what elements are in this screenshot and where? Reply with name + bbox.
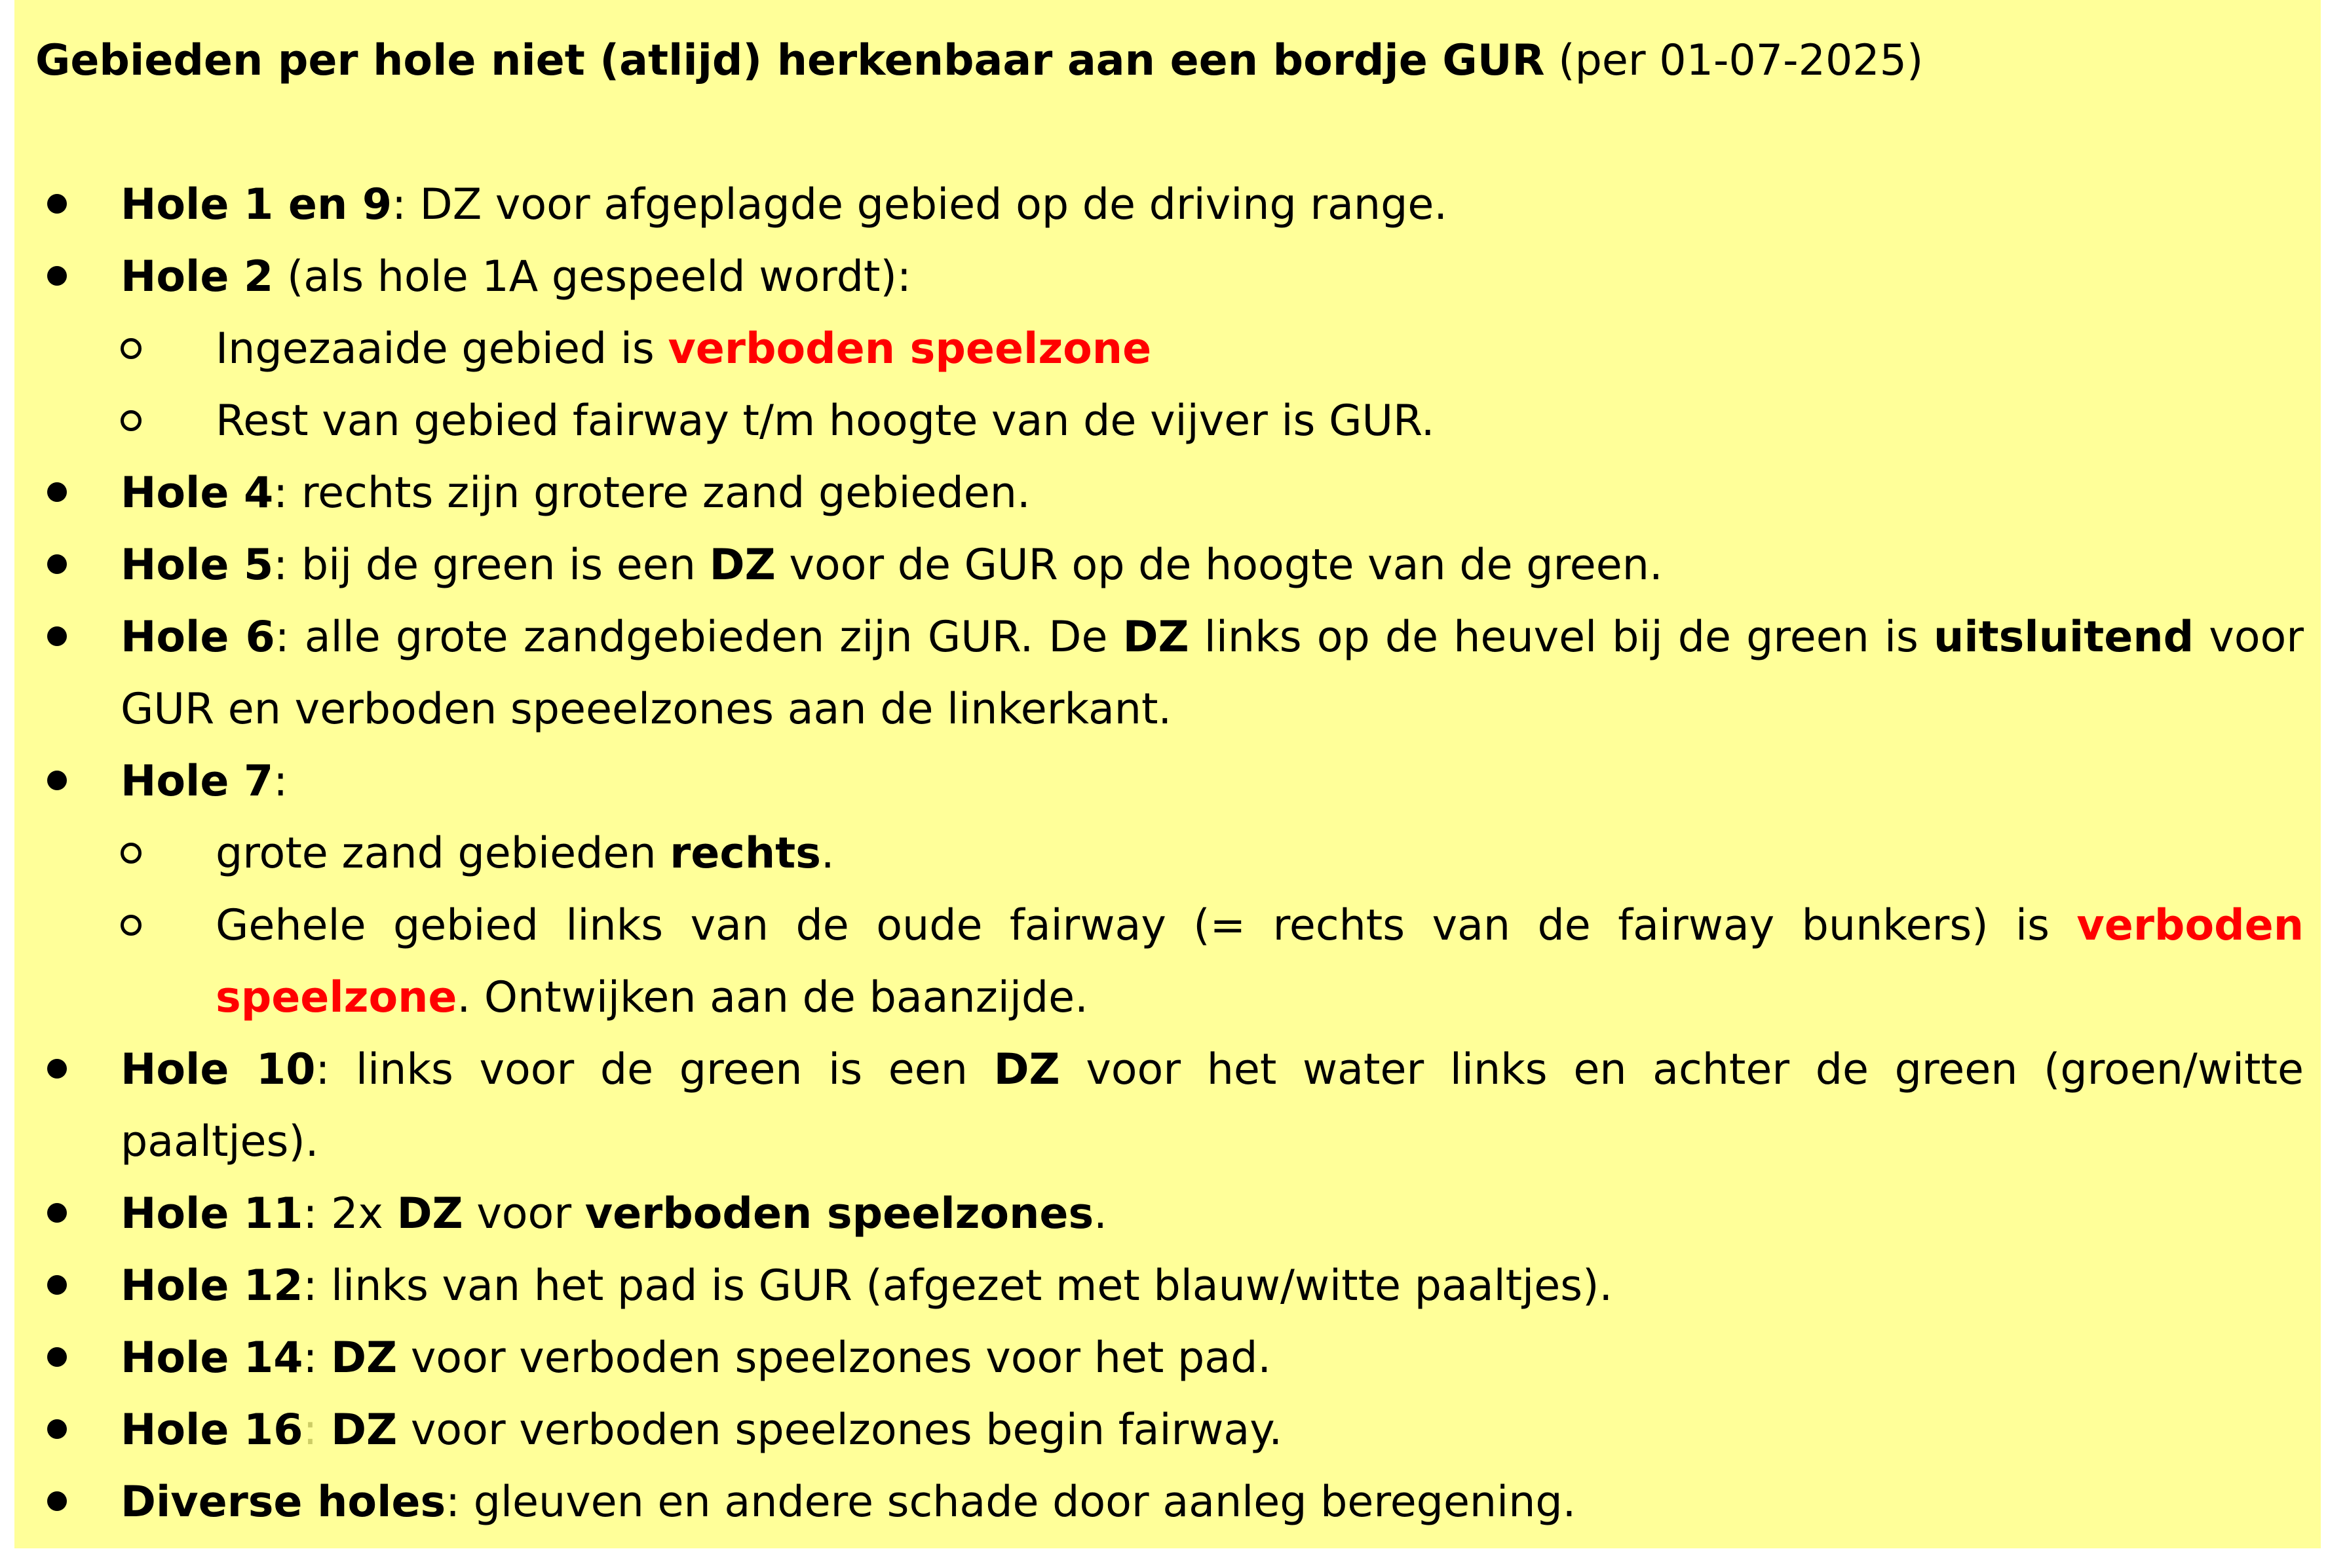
item-label: Hole 11 bbox=[121, 1189, 303, 1238]
bullet-icon bbox=[47, 194, 67, 214]
sub-item bbox=[121, 313, 2304, 385]
item-label: Hole 16 bbox=[121, 1405, 303, 1455]
item-bold: DZ bbox=[396, 1189, 463, 1238]
sub-item-text: Gehele gebied links van de oude fairway (= rechts van de fairway bunkers) is bbox=[216, 901, 2077, 950]
item-bold: DZ bbox=[1122, 613, 1189, 662]
item-text: voor verboden speelzones voor het pad. bbox=[397, 1333, 1272, 1383]
item-text: : bij de green is een bbox=[273, 541, 710, 590]
sub-item-bold: rechts bbox=[670, 829, 821, 878]
sub-item-text: grote zand gebieden bbox=[216, 829, 670, 878]
item-label: Hole 5 bbox=[121, 541, 274, 590]
item-text: : links van het pad is GUR (afgezet met blauw/witte paaltjes). bbox=[303, 1261, 1613, 1310]
sub-item-text: . bbox=[820, 829, 835, 878]
list-item-hole-12 bbox=[35, 1250, 2304, 1322]
item-text: voor GUR en verboden speeelzones aan de linkerkant. bbox=[121, 613, 2304, 734]
item-bold: uitsluitend bbox=[1934, 613, 2194, 662]
item-bold: verboden speelzones bbox=[584, 1189, 1094, 1238]
item-label: Hole 10 bbox=[121, 1045, 316, 1094]
circle-bullet-icon bbox=[121, 410, 142, 431]
sub-item bbox=[121, 385, 2304, 457]
sub-list bbox=[121, 313, 2304, 457]
bullet-icon bbox=[47, 771, 67, 790]
item-text: voor verboden speelzones begin fairway. bbox=[397, 1405, 1283, 1455]
bullet-icon bbox=[47, 1491, 67, 1511]
item-text: : bbox=[303, 1405, 332, 1455]
bullet-icon bbox=[47, 1347, 67, 1367]
item-text: : rechts zijn grotere zand gebieden. bbox=[273, 468, 1031, 518]
list-item-hole-11 bbox=[35, 1178, 2304, 1250]
bullet-icon bbox=[47, 1203, 67, 1223]
item-text: links op de heuvel bij de green is bbox=[1189, 613, 1934, 662]
sub-item-text: . Ontwijken aan de baanzijde. bbox=[457, 973, 1088, 1022]
list-item-hole-2 bbox=[35, 241, 2304, 457]
notice-panel bbox=[14, 0, 2321, 1548]
item-text: : gleuven en andere schade door aanleg beregening. bbox=[446, 1478, 1576, 1527]
item-label: Diverse holes bbox=[121, 1478, 446, 1527]
item-label: Hole 14 bbox=[121, 1333, 303, 1383]
item-text: : 2x bbox=[303, 1189, 397, 1238]
list-item-hole-4 bbox=[35, 457, 2304, 529]
circle-bullet-icon bbox=[121, 338, 142, 359]
circle-bullet-icon bbox=[121, 915, 142, 936]
circle-bullet-icon bbox=[121, 843, 142, 864]
page-title bbox=[35, 25, 2304, 97]
item-text: : alle grote zandgebieden zijn GUR. De bbox=[275, 613, 1123, 662]
item-label: Hole 2 bbox=[121, 252, 274, 301]
item-label: Hole 7 bbox=[121, 757, 274, 806]
bullet-icon bbox=[47, 1059, 67, 1079]
bullet-icon bbox=[47, 626, 67, 646]
list-item-hole-16 bbox=[35, 1394, 2304, 1466]
item-text: voor de GUR op de hoogte van de green. bbox=[775, 541, 1663, 590]
bullet-icon bbox=[47, 1419, 67, 1439]
list-item-hole-1-9 bbox=[35, 169, 2304, 241]
list-item-hole-14 bbox=[35, 1322, 2304, 1394]
item-bold: DZ bbox=[993, 1045, 1060, 1094]
sub-item-text: Ingezaaide gebied is bbox=[216, 324, 668, 373]
list-item-hole-5 bbox=[35, 529, 2304, 602]
spacer bbox=[35, 97, 2304, 169]
item-label: Hole 6 bbox=[121, 613, 275, 662]
item-text: : bbox=[273, 757, 288, 806]
sub-item bbox=[121, 890, 2304, 1034]
list-item-hole-6 bbox=[35, 602, 2304, 746]
bullet-icon bbox=[47, 1275, 67, 1295]
item-text: : links voor de green is een bbox=[315, 1045, 994, 1094]
item-text: voor bbox=[463, 1189, 585, 1238]
item-text: . bbox=[1094, 1189, 1107, 1238]
title-bold: Gebieden per hole niet (atlijd) herkenbaar aan een bordje GUR bbox=[35, 36, 1545, 85]
item-bold: DZ bbox=[709, 541, 776, 590]
sub-item-highlight: verboden speelzone bbox=[216, 901, 2304, 1022]
item-text: : bbox=[303, 1333, 332, 1383]
list-item-hole-10 bbox=[35, 1034, 2304, 1178]
list-item-diverse-holes bbox=[35, 1466, 2304, 1539]
item-label: Hole 1 en 9 bbox=[121, 180, 392, 229]
bullet-icon bbox=[47, 482, 67, 502]
item-label: Hole 12 bbox=[121, 1261, 303, 1310]
item-bold: DZ bbox=[331, 1405, 398, 1455]
bullet-icon bbox=[47, 554, 67, 574]
list-item-hole-7 bbox=[35, 746, 2304, 1034]
bullet-icon bbox=[47, 266, 67, 286]
item-bold: DZ bbox=[331, 1333, 398, 1383]
item-text: voor het water links en achter de green (groen/witte paaltjes). bbox=[121, 1045, 2304, 1166]
item-label: Hole 4 bbox=[121, 468, 274, 518]
item-text: : DZ voor afgeplagde gebied op de driving range. bbox=[392, 180, 1448, 229]
item-text: (als hole 1A gespeeld wordt): bbox=[273, 252, 911, 301]
sub-item-highlight: verboden speelzone bbox=[668, 324, 1152, 373]
sub-list bbox=[121, 818, 2304, 1034]
sub-item bbox=[121, 818, 2304, 890]
title-date: (per 01-07-2025) bbox=[1544, 36, 1924, 85]
sub-item-text: Rest van gebied fairway t/m hoogte van de vijver is GUR. bbox=[216, 396, 1435, 446]
hole-list bbox=[35, 169, 2304, 1539]
